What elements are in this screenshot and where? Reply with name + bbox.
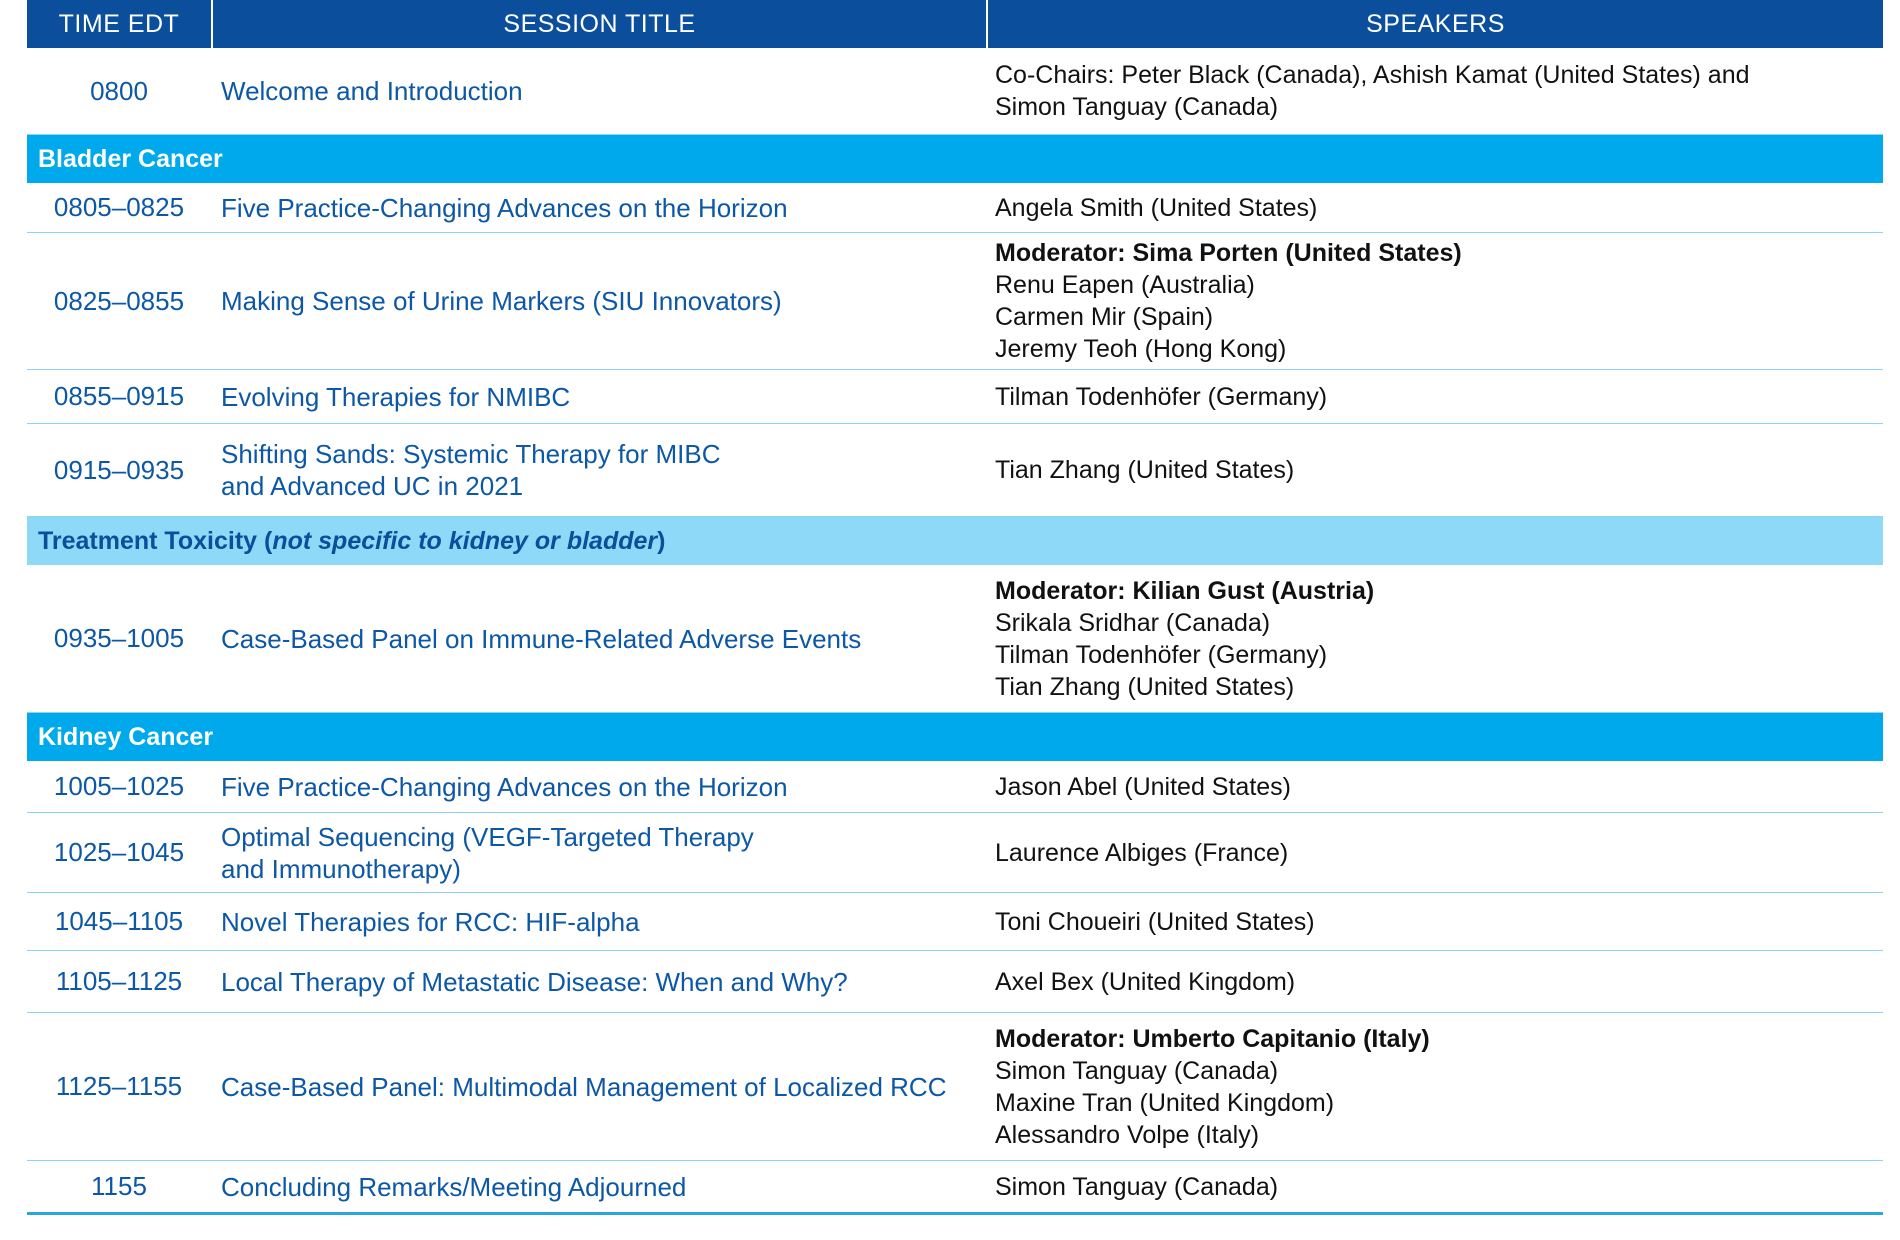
table-row [27,1013,1883,1161]
session-speakers [986,813,1883,892]
speaker-line: Toni Choueiri (United States) [995,907,1315,936]
table-row [27,565,1883,713]
session-time: 0800 [90,75,148,106]
speaker-line: Maxine Tran (United Kingdom) [995,1088,1335,1117]
speaker-line: Tilman Todenhöfer (Germany) [995,382,1328,411]
section-label: Kidney Cancer [38,722,214,751]
session-title: Welcome and Introduction [221,76,523,106]
session-time: 0935–1005 [53,623,185,653]
section-label: Bladder Cancer [38,144,223,173]
speaker-line: Laurence Albiges (France) [995,838,1289,867]
speaker-line: Simon Tanguay (Canada) [995,1172,1279,1201]
table-header [27,0,1883,48]
moderator-line: Moderator: Kilian Gust (Austria) [995,576,1375,605]
table-row [27,233,1883,370]
session-title: Concluding Remarks/Meeting Adjourned [221,1171,687,1202]
session-speakers [986,1161,1883,1212]
speaker-line: Jeremy Teoh (Hong Kong) [995,335,1287,363]
speaker-line: Simon Tanguay (Canada) [995,93,1279,121]
section-kidney-cancer [27,713,1883,761]
session-time: 0825–0855 [53,285,185,316]
session-speakers [986,1013,1883,1160]
table-row [27,761,1883,813]
header-time: TIME EDT [58,9,180,38]
session-time: 1105–1125 [55,966,183,996]
session-time: 1005–1025 [53,771,185,801]
table-row [27,424,1883,517]
table-row [27,1161,1883,1215]
speaker-line: Jason Abel (United States) [995,772,1291,801]
session-speakers [986,424,1883,516]
speaker-line: Carmen Mir (Spain) [995,303,1214,331]
section-label: Treatment Toxicity ( [38,526,273,555]
session-time: 0805–0825 [53,192,185,222]
moderator-line: Moderator: Umberto Capitanio (Italy) [995,1024,1430,1053]
session-title: Optimal Sequencing (VEGF-Targeted Therapy and Immunotherapy) [221,821,754,884]
session-speakers [986,48,1883,134]
session-speakers [986,951,1883,1012]
speaker-line: Angela Smith (United States) [995,193,1318,222]
table-row [27,813,1883,893]
speaker-line: Tian Zhang (United States) [995,456,1295,484]
header-session-title: SESSION TITLE [211,0,986,48]
session-speakers [986,761,1883,812]
session-title: Evolving Therapies for NMIBC [221,381,571,412]
session-speakers [986,565,1883,712]
session-time: 1125–1155 [55,1071,183,1101]
speaker-line: Tilman Todenhöfer (Germany) [995,640,1328,669]
session-title: Making Sense of Urine Markers (SIU Innovators) [221,286,782,316]
table-row [27,48,1883,135]
speaker-line: Tian Zhang (United States) [995,672,1295,701]
table-row [27,370,1883,424]
section-label-emphasis: not specific to kidney or bladder [272,526,658,555]
session-title: Shifting Sands: Systemic Therapy for MIBC and Advanced UC in 2021 [221,439,721,501]
session-speakers [986,893,1883,950]
session-time: 1155 [91,1171,147,1201]
session-title: Local Therapy of Metastatic Disease: When and Why? [221,966,848,997]
session-time: 1025–1045 [53,837,185,867]
section-treatment-toxicity [27,517,1883,565]
speaker-line: Simon Tanguay (Canada) [995,1056,1279,1085]
session-time: 0855–0915 [53,381,185,411]
session-time: 1045–1105 [54,906,184,936]
session-title: Five Practice-Changing Advances on the Horizon [221,192,788,223]
table-row [27,893,1883,951]
session-title: Novel Therapies for RCC: HIF-alpha [221,906,640,937]
speaker-line: Srikala Sridhar (Canada) [995,608,1271,637]
session-title: Case-Based Panel on Immune-Related Adverse Events [221,623,862,654]
speaker-line: Alessandro Volpe (Italy) [995,1120,1260,1149]
header-speakers: SPEAKERS [986,0,1883,48]
table-row [27,183,1883,233]
session-speakers [986,183,1883,232]
session-speakers [986,233,1883,369]
session-speakers [986,370,1883,423]
section-label-end: ) [657,526,666,555]
session-time: 0915–0935 [53,454,185,485]
speaker-line: Axel Bex (United Kingdom) [995,967,1296,996]
moderator-line: Moderator: Sima Porten (United States) [995,239,1462,267]
speaker-line: Co-Chairs: Peter Black (Canada), Ashish Kamat (United States) and [995,61,1750,89]
session-title: Five Practice-Changing Advances on the Horizon [221,771,788,802]
section-bladder-cancer [27,135,1883,183]
table-row [27,951,1883,1013]
agenda-table [27,0,1883,1215]
session-title: Case-Based Panel: Multimodal Management of Localized RCC [221,1071,947,1102]
speaker-line: Renu Eapen (Australia) [995,271,1255,299]
